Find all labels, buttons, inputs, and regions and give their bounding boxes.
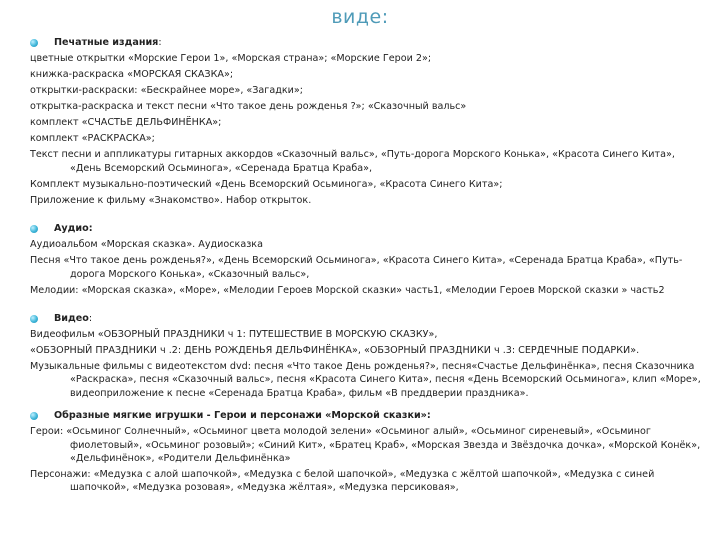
text-line: Музыкальные фильмы с видеотекстом dvd: песня «Что такое День рожденья?», песня«Счастье Дельфинёнка», песня Сказочника «Раскраска», песня «Сказочный вальс», песня «Красота Синего Кита», песня «День Всеморский Осьминога», клип «Море», видеоприложение к песне «Серенада Братца Краба», фильм «В преддверии праздника». xyxy=(30,361,701,399)
text-line: комплект «СЧАСТЬЕ ДЕЛЬФИНЁНКА»; xyxy=(30,117,222,129)
section-heading-print xyxy=(30,36,702,49)
bullet-icon xyxy=(30,412,38,420)
text-line: Герои: «Осьминог Солнечный», «Осьминог цвета молодой зелени» «Осьминог алый», «Осьминог сиреневый», «Осьминог фиолетовый», «Осьминог розовый»; «Синий Кит», «Братец Краб», «Морская Звезда и Звёздочка дочка», «Морской Конёк», «Дельфинёнок», «Родители Дельфинёнка» xyxy=(30,426,701,465)
text-line: «ОБЗОРНЫЙ ПРАЗДНИКИ ч .2: ДЕНЬ РОЖДЕНЬЯ ДЕЛЬФИНЁНКА», «ОБЗОРНЫЙ ПРАЗДНИКИ ч .3: СЕРДЕЧНЫЕ ПОДАРКИ». xyxy=(30,345,640,357)
bullet-icon xyxy=(30,225,38,233)
section-heading-video xyxy=(30,312,702,325)
section-label-suffix: : xyxy=(158,37,162,48)
text-line: Текст песни и аппликатуры гитарных аккордов «Сказочный вальс», «Путь-дорога Морского Конька», «Красота Синего Кита», «День Всеморский Осьминога», «Серенада Братца Краба», xyxy=(30,149,675,174)
section-heading-audio xyxy=(30,222,702,235)
bullet-icon xyxy=(30,315,38,323)
section-label: Видео xyxy=(54,312,89,324)
text-line: цветные открытки «Морские Герои 1», «Морская страна»; «Морские Герои 2»; xyxy=(30,53,432,65)
text-line: книжка-раскраска «МОРСКАЯ СКАЗКА»; xyxy=(30,69,234,81)
text-line: Песня «Что такое день рожденья?», «День Всеморский Осьминога», «Красота Синего Кита», «Серенада Братца Краба», «Путь-дорога Морского Конька», «Сказочный вальс», xyxy=(30,255,683,280)
text-line: Персонажи: «Медузка с алой шапочкой», «Медузка с белой шапочкой», «Медузка с жёлтой шапочкой», «Медузка с синей шапочкой», «Медузка розовая», «Медузка жёлтая», «Медузка персиковая», xyxy=(30,469,655,494)
document-body xyxy=(30,36,702,497)
section-label: Печатные издания xyxy=(54,37,159,48)
text-line: открытка-раскраска и текст песни «Что такое день рожденья ?»; «Сказочный вальс» xyxy=(30,101,467,113)
text-line: Мелодии: «Морская сказка», «Море», «Мелодии Героев Морской сказки» часть1, «Мелодии Героев Морской сказки » часть2 xyxy=(30,284,665,296)
section-label: Образные мягкие игрушки - Герои и персонажи «Морской сказки»: xyxy=(54,409,431,421)
section-label: Аудио: xyxy=(54,222,93,234)
text-line: Приложение к фильму «Знакомство». Набор открыток. xyxy=(30,194,312,206)
text-line: комплект «РАСКРАСКА»; xyxy=(30,133,155,145)
bullet-icon xyxy=(30,39,38,47)
section-label-suffix: : xyxy=(88,312,93,324)
text-line: Видеофильм «ОБЗОРНЫЙ ПРАЗДНИКИ ч 1: ПУТЕШЕСТВИЕ В МОРСКУЮ СКАЗКУ», xyxy=(30,329,438,341)
text-line: Аудиоальбом «Морская сказка». Аудиосказка xyxy=(30,239,263,251)
section-heading-toys xyxy=(30,409,702,422)
text-line: открытки-раскраски: «Бескрайнее море», «Загадки»; xyxy=(30,85,303,97)
text-line: Комплект музыкально-поэтический «День Всеморский Осьминога», «Красота Синего Кита»; xyxy=(30,178,503,190)
page-title: виде: xyxy=(331,6,389,28)
